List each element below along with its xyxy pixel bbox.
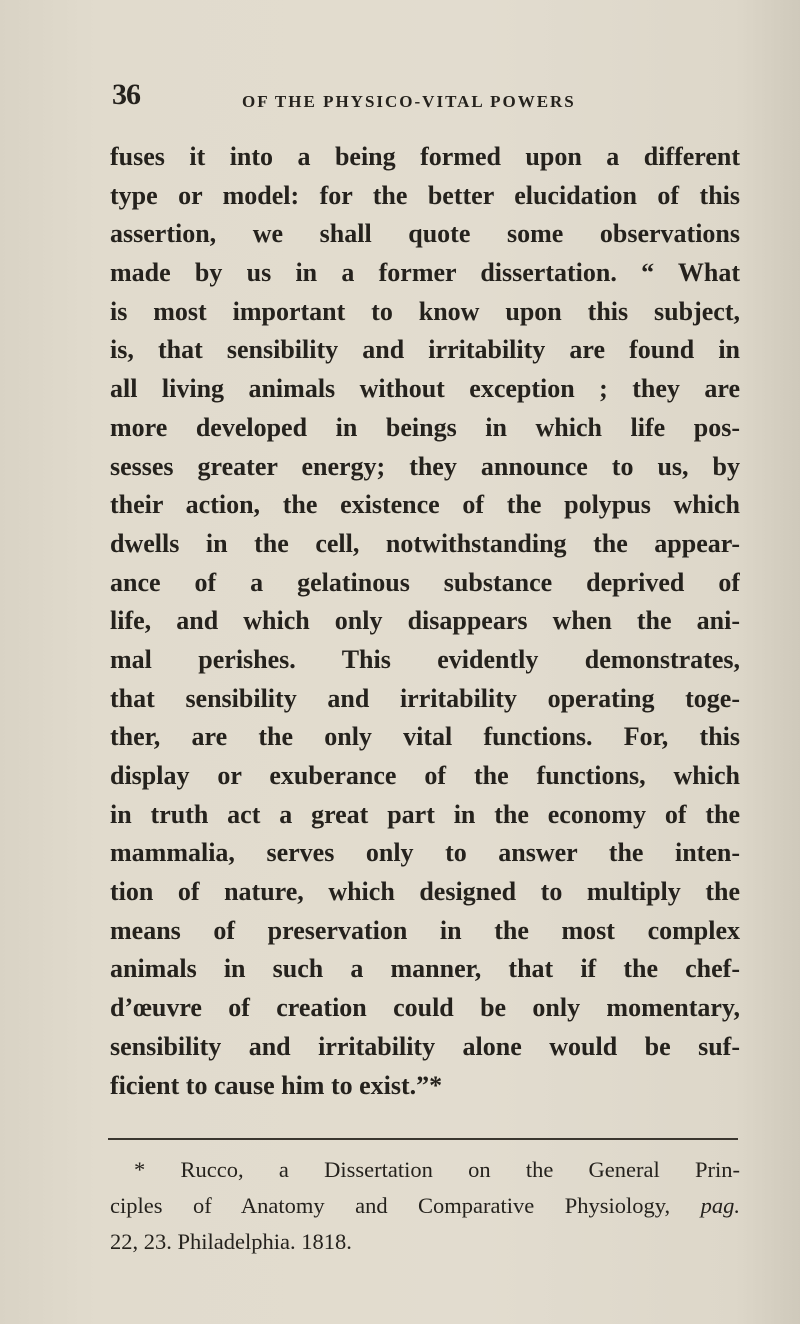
text-line: life, and which only disappears when the ani-	[110, 606, 740, 636]
text-line: means of preservation in the most complex	[110, 915, 740, 945]
text-line: tion of nature, which designed to multiply the	[110, 877, 740, 907]
text-line: display or exuberance of the functions, which	[110, 761, 740, 790]
text-line: ficient to cause him to exist.”*	[110, 1070, 443, 1100]
text-line: ance of a gelatinous substance deprived of	[110, 567, 740, 597]
footnote-line: 22, 23. Philadelphia. 1818.	[110, 1229, 352, 1254]
text-line: in truth act a great part in the economy of the	[110, 799, 740, 829]
page-number: 36	[112, 78, 140, 111]
text-line: d’œuvre of creation could be only momentary,	[110, 993, 740, 1023]
footnote	[110, 1152, 740, 1260]
text-line: more developed in beings in which life pos-	[110, 412, 740, 442]
text-line: mammalia, serves only to answer the inten-	[110, 838, 740, 868]
footnote-text: ciples of Anatomy and Comparative Physiology,	[110, 1193, 671, 1218]
text-line: fuses it into a being formed upon a different	[110, 142, 740, 171]
text-line: animals in such a manner, that if the chef-	[110, 954, 740, 984]
text-line: sesses greater energy; they announce to us, by	[110, 451, 740, 481]
text-line: all living animals without exception ; they are	[110, 374, 740, 404]
footnote-rule	[108, 1138, 738, 1140]
text-line: dwells in the cell, notwithstanding the appear-	[110, 528, 740, 558]
text-line: is, that sensibility and irritability are found in	[110, 335, 740, 365]
text-line: ther, are the only vital functions. For, this	[110, 722, 740, 752]
text-line: type or model: for the better elucidation of this	[110, 180, 740, 210]
footnote-page-abbrev: pag.	[700, 1193, 740, 1218]
text-line: their action, the existence of the polypus which	[110, 490, 740, 520]
text-line: that sensibility and irritability operating toge-	[110, 683, 740, 713]
body-text	[110, 138, 740, 1105]
text-line: made by us in a former dissertation. “ What	[110, 258, 740, 288]
text-line: is most important to know upon this subject,	[110, 296, 740, 326]
footnote-line: * Rucco, a Dissertation on the General Prin-	[134, 1157, 740, 1182]
text-line: sensibility and irritability alone would be suf-	[110, 1031, 740, 1061]
running-head: OF THE PHYSICO-VITAL POWERS	[242, 92, 576, 111]
text-line: assertion, we shall quote some observations	[110, 219, 740, 249]
footnote-line	[110, 1188, 740, 1224]
text-line: mal perishes. This evidently demonstrates,	[110, 644, 740, 674]
page-header	[112, 78, 652, 118]
